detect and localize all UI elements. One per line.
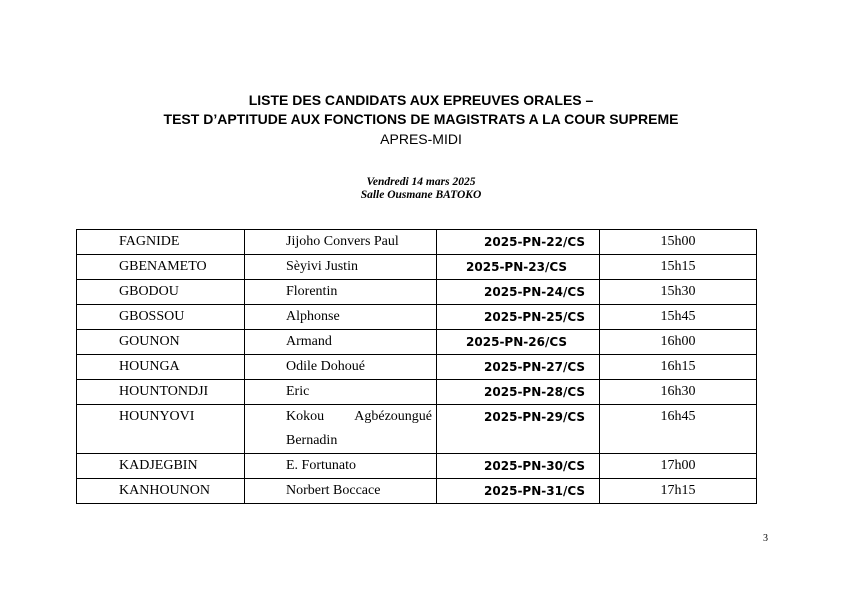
candidate-code: 2025-PN-30/CS [437, 454, 600, 479]
candidate-time: 17h15 [600, 479, 757, 504]
candidate-code: 2025-PN-23/CS [437, 255, 600, 280]
table-row [77, 330, 757, 355]
page-number: 3 [763, 533, 768, 544]
document-title-line1: LISTE DES CANDIDATS AUX EPREUVES ORALES – [248, 92, 594, 108]
candidate-firstnames: Sèyivi Justin [245, 255, 437, 280]
candidate-code: 2025-PN-26/CS [437, 330, 600, 355]
session-label: APRES-MIDI [380, 131, 462, 147]
candidate-code: 2025-PN-25/CS [437, 305, 600, 330]
candidate-surname: GOUNON [77, 330, 245, 355]
candidate-firstnames: Eric [245, 380, 437, 405]
exam-room: Salle Ousmane BATOKO [360, 189, 482, 201]
candidate-surname: HOUNYOVI [77, 405, 245, 454]
candidate-time: 16h15 [600, 355, 757, 380]
candidate-firstnames: Kokou Agbézoungué Bernadin [245, 405, 437, 454]
table-row [77, 305, 757, 330]
exam-date: Vendredi 14 mars 2025 [366, 176, 476, 188]
candidate-code: 2025-PN-28/CS [437, 380, 600, 405]
candidate-firstnames: Norbert Boccace [245, 479, 437, 504]
candidate-firstnames: E. Fortunato [245, 454, 437, 479]
candidate-time: 16h45 [600, 405, 757, 454]
candidate-firstnames: Armand [245, 330, 437, 355]
candidate-time: 15h45 [600, 305, 757, 330]
table-row [77, 380, 757, 405]
document-title-line2: TEST D’APTITUDE AUX FONCTIONS DE MAGISTRATS A LA COUR SUPREME [163, 111, 679, 127]
candidate-code: 2025-PN-29/CS [437, 405, 600, 454]
candidate-time: 15h15 [600, 255, 757, 280]
table-row [77, 255, 757, 280]
candidate-code: 2025-PN-24/CS [437, 280, 600, 305]
candidate-firstnames: Florentin [245, 280, 437, 305]
candidate-code: 2025-PN-27/CS [437, 355, 600, 380]
candidate-firstnames: Odile Dohoué [245, 355, 437, 380]
candidate-code: 2025-PN-31/CS [437, 479, 600, 504]
table-row [77, 280, 757, 305]
table-row [77, 454, 757, 479]
candidate-surname: FAGNIDE [77, 230, 245, 255]
table-row [77, 479, 757, 504]
candidate-surname: GBODOU [77, 280, 245, 305]
table-row [77, 405, 757, 454]
candidate-time: 15h00 [600, 230, 757, 255]
candidate-time: 15h30 [600, 280, 757, 305]
candidate-time: 16h30 [600, 380, 757, 405]
candidate-surname: HOUNGA [77, 355, 245, 380]
candidate-surname: KADJEGBIN [77, 454, 245, 479]
candidate-surname: GBOSSOU [77, 305, 245, 330]
table-row [77, 230, 757, 255]
candidate-firstnames: Alphonse [245, 305, 437, 330]
candidate-time: 17h00 [600, 454, 757, 479]
candidate-surname: KANHOUNON [77, 479, 245, 504]
table-row [77, 355, 757, 380]
candidate-firstnames: Jijoho Convers Paul [245, 230, 437, 255]
candidate-surname: HOUNTONDJI [77, 380, 245, 405]
candidate-surname: GBENAMETO [77, 255, 245, 280]
candidate-code: 2025-PN-22/CS [437, 230, 600, 255]
candidates-table [76, 229, 757, 504]
candidate-time: 16h00 [600, 330, 757, 355]
